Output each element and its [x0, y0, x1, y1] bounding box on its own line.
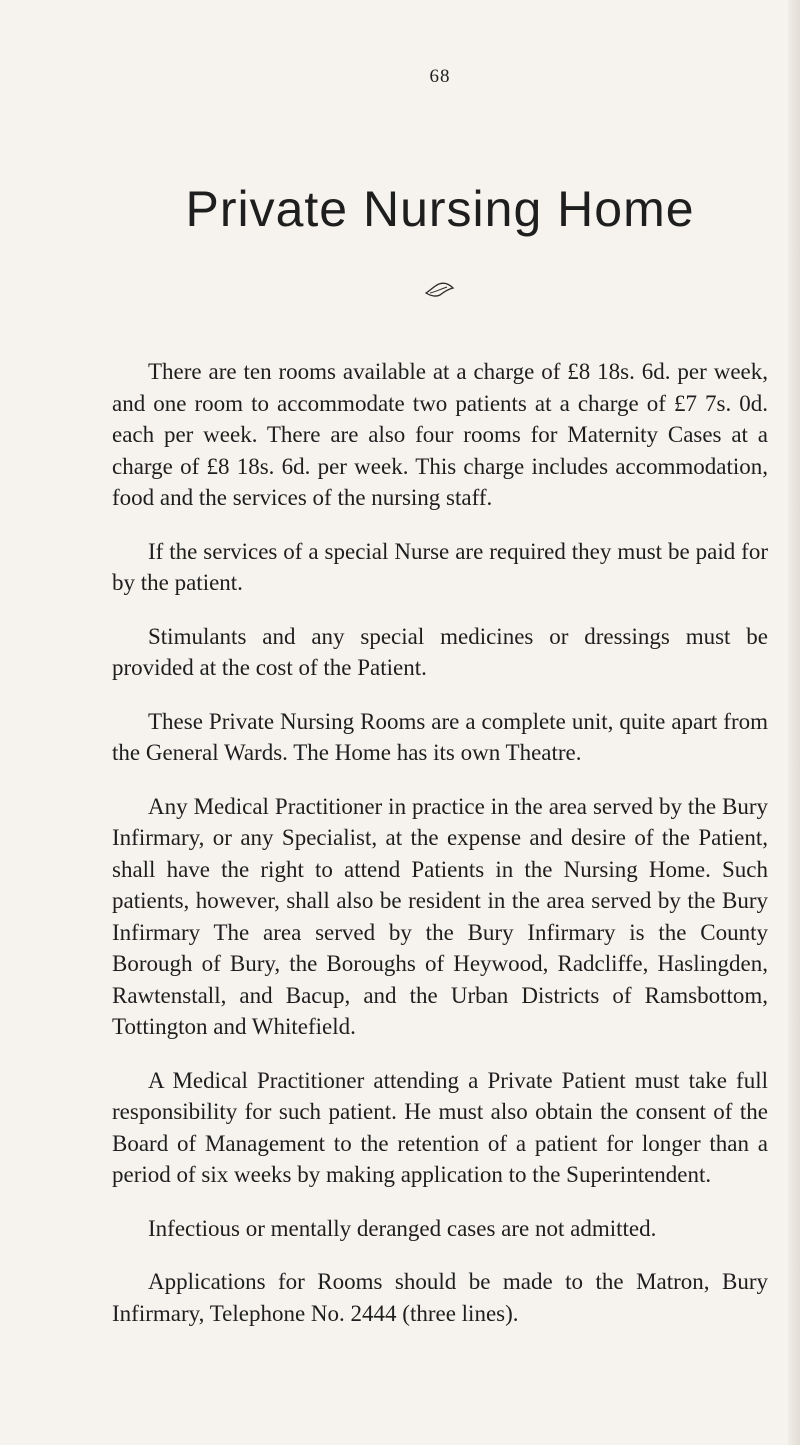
paragraph-room-charges: There are ten rooms available at a charge of £8 18s. 6d. per week, and one room to accommodate two patients at a charge of £7 7s. 0d. each per week. There are also four rooms for Maternity Cases at a charge of £8 18s. 6d. per week. This charge includes accommodation, food and the services of the nursing staff. — [112, 359, 768, 510]
paragraph-stimulants: Stimulants and any special medicines or dressings must be provided at the cost of the Patient. — [112, 623, 768, 680]
paragraph-complete-unit: These Private Nursing Rooms are a complete unit, quite apart from the General Wards. The Home has its own Theatre. — [112, 708, 768, 765]
paragraph-infectious-cases: Infectious or mentally deranged cases are not admitted. — [148, 1215, 657, 1241]
page-number: 68 — [429, 66, 451, 87]
paragraph-medical-practitioner: Any Medical Practitioner in practice in the area served by the Bury Infirmary, or any Specialist, at the expense and desire of the Patient, shall have the right to attend Patients in the Nursing Home. Such patients, however, shall also be resident in the area served by the Bury Infirmary The area served by the Bury Infirmary is the County Borough of Bury, the Boroughs of Heywood, Radcliffe, Haslingden, Rawtenstall, and Bacup, and the Urban Districts of Ramsbottom, Tottington and Whitefield. — [112, 793, 768, 1039]
body-text — [112, 356, 768, 1351]
paragraph-applications: Applications for Rooms should be made to the Matron, Bury Infirmary, Telephone No. 2444 (three lines). — [112, 1269, 768, 1326]
paragraph-special-nurse: If the services of a special Nurse are required they must be paid for by the patient. — [112, 538, 768, 595]
paragraph-responsibility: A Medical Practitioner attending a Private Patient must take full responsibility for such patient. He must also obtain the consent of the Board of Management to the retention of a patient for longer than a period of six weeks by making application to the Superintendent. — [112, 1067, 768, 1187]
page-title: Private Nursing Home — [185, 181, 695, 237]
fleuron-ornament-icon — [425, 281, 455, 299]
